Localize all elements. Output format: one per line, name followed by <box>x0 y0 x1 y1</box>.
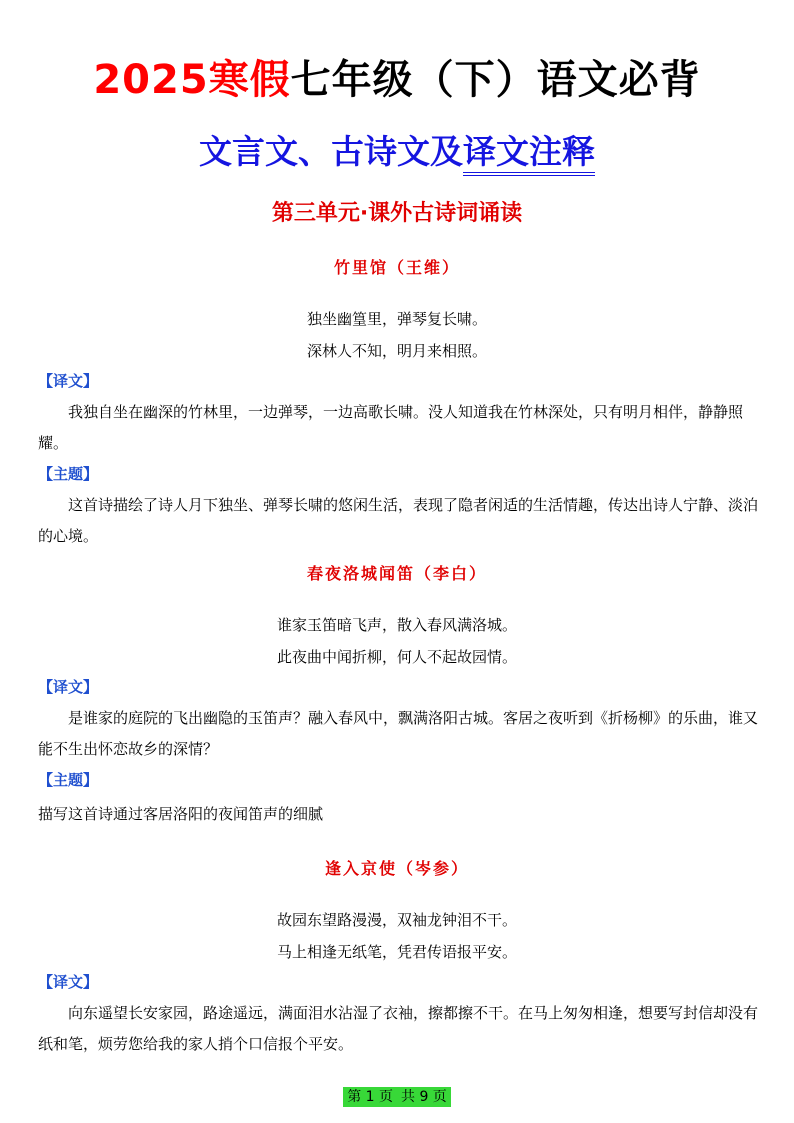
translation-tag: 【译文】 <box>38 372 99 390</box>
poem-verse: 故园东望路漫漫，双袖龙钟泪不干。 <box>276 911 517 929</box>
page-footer <box>0 1086 794 1108</box>
poem-verse: 马上相逢无纸笔，凭君传语报平安。 <box>276 943 517 961</box>
page-total: 共 9 页 <box>397 1087 451 1107</box>
poem-verse: 谁家玉笛暗飞声，散入春风满洛城。 <box>276 616 517 634</box>
theme-tag: 【主题】 <box>38 771 99 789</box>
theme-text: 描写这首诗通过客居洛阳的夜闻笛声的细腻 <box>38 805 324 823</box>
translation-text: 向东遥望长安家园，路途遥远，满面泪水沾湿了衣袖，擦都擦不干。在马上匆匆相逢，想要写封信却没有纸和笔，烦劳您给我的家人捎个口信报个平安。 <box>38 1004 759 1053</box>
page-number: 第 1 页 <box>343 1087 397 1107</box>
subtitle-underlined: 译文注释 <box>463 132 595 176</box>
page-title <box>0 54 794 106</box>
theme-tag: 【主题】 <box>38 465 99 483</box>
page-subtitle <box>0 130 794 174</box>
poem-verse: 深林人不知，明月来相照。 <box>306 342 487 360</box>
translation-tag: 【译文】 <box>38 973 99 991</box>
title-highlight: 寒假 <box>208 57 291 103</box>
translation-tag: 【译文】 <box>38 678 99 696</box>
translation-text: 是谁家的庭院的飞出幽隐的玉笛声？融入春风中，飘满洛阳古城。客居之夜听到《折杨柳》的乐曲，谁又能不生出怀恋故乡的深情？ <box>38 709 759 758</box>
unit-heading: 第三单元·课外古诗词诵读 <box>271 201 523 226</box>
poem-verse: 此夜曲中闻折柳，何人不起故园情。 <box>276 648 517 666</box>
title-year: 2025 <box>93 57 209 103</box>
poem-title: 春夜洛城闻笛（李白） <box>306 564 487 583</box>
subtitle-main: 文言文、古诗文及 <box>199 132 463 171</box>
theme-text: 这首诗描绘了诗人月下独坐、弹琴长啸的悠闲生活，表现了隐者闲适的生活情趣，传达出诗人宁静、淡泊的心境。 <box>38 496 759 545</box>
translation-text: 我独自坐在幽深的竹林里，一边弹琴，一边高歌长啸。没人知道我在竹林深处，只有明月相伴，静静照耀。 <box>38 403 744 452</box>
poem-verse: 独坐幽篁里，弹琴复长啸。 <box>306 310 487 328</box>
poem-title: 竹里馆（王维） <box>333 258 460 277</box>
title-rest: 七年级（下）语文必背 <box>290 57 701 103</box>
poem-title: 逢入京使（岑参） <box>324 859 469 878</box>
